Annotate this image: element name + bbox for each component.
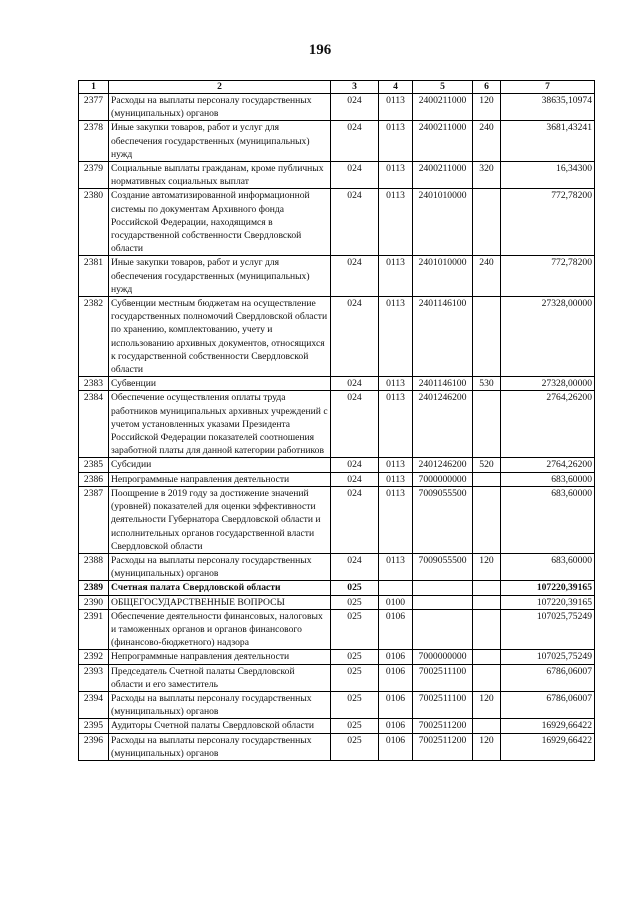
row-amount: 683,60000 xyxy=(501,553,595,580)
row-number: 2393 xyxy=(79,664,109,691)
row-number: 2388 xyxy=(79,553,109,580)
row-amount: 16929,66422 xyxy=(501,733,595,760)
row-code-target: 2401146100 xyxy=(413,377,473,391)
row-code-target: 2400211000 xyxy=(413,162,473,189)
row-code-section: 0106 xyxy=(379,664,413,691)
row-code-expense-type xyxy=(473,391,501,458)
row-amount: 2764,26200 xyxy=(501,391,595,458)
row-code-ministry: 025 xyxy=(331,650,379,664)
row-amount: 107025,75249 xyxy=(501,609,595,650)
row-code-expense-type xyxy=(473,650,501,664)
row-code-ministry: 024 xyxy=(331,553,379,580)
row-code-section: 0113 xyxy=(379,391,413,458)
row-number: 2387 xyxy=(79,486,109,553)
row-amount: 683,60000 xyxy=(501,472,595,486)
row-code-section: 0100 xyxy=(379,595,413,609)
row-name: Непрограммные направления деятельности xyxy=(109,472,331,486)
row-amount: 27328,00000 xyxy=(501,377,595,391)
row-number: 2392 xyxy=(79,650,109,664)
row-amount: 107025,75249 xyxy=(501,650,595,664)
row-code-ministry: 024 xyxy=(331,472,379,486)
table-row xyxy=(79,391,595,458)
row-number: 2390 xyxy=(79,595,109,609)
row-name: Субсидии xyxy=(109,458,331,472)
table-row xyxy=(79,121,595,162)
row-code-expense-type xyxy=(473,297,501,377)
row-name: Обеспечение деятельности финансовых, налоговых и таможенных органов и органов финансового (финансово-бюджетного) надзора xyxy=(109,609,331,650)
table-row xyxy=(79,486,595,553)
budget-table xyxy=(78,80,595,761)
row-name: Расходы на выплаты персоналу государственных (муниципальных) органов xyxy=(109,733,331,760)
row-code-expense-type xyxy=(473,609,501,650)
row-code-target xyxy=(413,581,473,595)
row-code-expense-type xyxy=(473,189,501,256)
table-row xyxy=(79,581,595,595)
row-amount: 107220,39165 xyxy=(501,581,595,595)
row-code-section: 0106 xyxy=(379,733,413,760)
row-code-ministry: 024 xyxy=(331,162,379,189)
row-code-target: 7002511200 xyxy=(413,719,473,733)
row-code-ministry: 025 xyxy=(331,609,379,650)
row-code-target: 2401246200 xyxy=(413,391,473,458)
row-code-expense-type: 530 xyxy=(473,377,501,391)
row-number: 2394 xyxy=(79,691,109,718)
row-code-target xyxy=(413,595,473,609)
row-code-ministry: 024 xyxy=(331,256,379,297)
row-amount: 16,34300 xyxy=(501,162,595,189)
row-code-section: 0113 xyxy=(379,121,413,162)
row-name: Обеспечение осуществления оплаты труда работников муниципальных архивных учреждений с учетом установленных указами Президента Российской Федерации показателей соотношения заработной платы для данной категории работников xyxy=(109,391,331,458)
row-number: 2380 xyxy=(79,189,109,256)
row-code-expense-type: 320 xyxy=(473,162,501,189)
header-cell: 4 xyxy=(379,81,413,94)
row-name: Иные закупки товаров, работ и услуг для обеспечения государственных (муниципальных) нужд xyxy=(109,256,331,297)
row-number: 2383 xyxy=(79,377,109,391)
row-code-expense-type xyxy=(473,581,501,595)
row-name: ОБЩЕГОСУДАРСТВЕННЫЕ ВОПРОСЫ xyxy=(109,595,331,609)
row-code-target: 7002511200 xyxy=(413,733,473,760)
row-amount: 772,78200 xyxy=(501,189,595,256)
table-row xyxy=(79,595,595,609)
row-number: 2382 xyxy=(79,297,109,377)
row-code-target: 2401146100 xyxy=(413,297,473,377)
row-code-ministry: 024 xyxy=(331,391,379,458)
row-code-ministry: 024 xyxy=(331,94,379,121)
table-row xyxy=(79,733,595,760)
table-row xyxy=(79,609,595,650)
row-code-expense-type: 120 xyxy=(473,553,501,580)
row-name: Аудиторы Счетной палаты Свердловской области xyxy=(109,719,331,733)
header-cell: 3 xyxy=(331,81,379,94)
table-row xyxy=(79,691,595,718)
row-name: Непрограммные направления деятельности xyxy=(109,650,331,664)
table-row xyxy=(79,162,595,189)
row-code-target: 2401010000 xyxy=(413,256,473,297)
table-body xyxy=(79,94,595,761)
row-name: Расходы на выплаты персоналу государственных (муниципальных) органов xyxy=(109,94,331,121)
row-code-expense-type xyxy=(473,595,501,609)
row-code-expense-type: 240 xyxy=(473,121,501,162)
row-code-section: 0113 xyxy=(379,472,413,486)
row-code-target: 7009055500 xyxy=(413,553,473,580)
row-name: Расходы на выплаты персоналу государственных (муниципальных) органов xyxy=(109,691,331,718)
row-code-expense-type: 120 xyxy=(473,94,501,121)
row-name: Субвенции xyxy=(109,377,331,391)
row-amount: 6786,06007 xyxy=(501,691,595,718)
table-row xyxy=(79,297,595,377)
table-row xyxy=(79,553,595,580)
row-name: Субвенции местным бюджетам на осуществление государственных полномочий Свердловской области по хранению, комплектованию, учету и использованию архивных документов, относящихся к государственной собственности Свердловской области xyxy=(109,297,331,377)
row-amount: 38635,10974 xyxy=(501,94,595,121)
row-code-section: 0113 xyxy=(379,162,413,189)
row-amount: 6786,06007 xyxy=(501,664,595,691)
table-row xyxy=(79,650,595,664)
row-code-target: 2401010000 xyxy=(413,189,473,256)
row-name: Социальные выплаты гражданам, кроме публичных нормативных социальных выплат xyxy=(109,162,331,189)
row-name: Иные закупки товаров, работ и услуг для обеспечения государственных (муниципальных) нужд xyxy=(109,121,331,162)
row-code-target: 7000000000 xyxy=(413,472,473,486)
header-cell: 1 xyxy=(79,81,109,94)
table-row xyxy=(79,256,595,297)
row-code-section: 0113 xyxy=(379,458,413,472)
header-cell: 5 xyxy=(413,81,473,94)
row-code-ministry: 025 xyxy=(331,691,379,718)
row-code-target: 2401246200 xyxy=(413,458,473,472)
row-code-ministry: 024 xyxy=(331,297,379,377)
row-number: 2379 xyxy=(79,162,109,189)
row-code-expense-type: 240 xyxy=(473,256,501,297)
row-amount: 16929,66422 xyxy=(501,719,595,733)
row-amount: 107220,39165 xyxy=(501,595,595,609)
row-code-ministry: 024 xyxy=(331,189,379,256)
table-row xyxy=(79,94,595,121)
row-name: Председатель Счетной палаты Свердловской области и его заместитель xyxy=(109,664,331,691)
row-code-ministry: 024 xyxy=(331,486,379,553)
row-code-section: 0106 xyxy=(379,609,413,650)
row-code-section: 0113 xyxy=(379,94,413,121)
row-code-section: 0113 xyxy=(379,377,413,391)
row-code-section: 0113 xyxy=(379,297,413,377)
row-code-section: 0113 xyxy=(379,553,413,580)
row-code-expense-type xyxy=(473,486,501,553)
row-code-expense-type xyxy=(473,472,501,486)
table-row xyxy=(79,472,595,486)
row-code-section xyxy=(379,581,413,595)
row-code-section: 0113 xyxy=(379,486,413,553)
row-number: 2377 xyxy=(79,94,109,121)
row-code-ministry: 024 xyxy=(331,458,379,472)
row-code-target: 7002511100 xyxy=(413,664,473,691)
row-code-expense-type xyxy=(473,664,501,691)
row-amount: 2764,26200 xyxy=(501,458,595,472)
row-code-target: 2400211000 xyxy=(413,94,473,121)
row-number: 2384 xyxy=(79,391,109,458)
row-number: 2395 xyxy=(79,719,109,733)
header-row xyxy=(79,81,595,94)
row-number: 2378 xyxy=(79,121,109,162)
row-name: Создание автоматизированной информационной системы по документам Архивного фонда Российской Федерации, находящимся в государственной собственности Свердловской области xyxy=(109,189,331,256)
header-cell: 7 xyxy=(501,81,595,94)
row-code-expense-type: 120 xyxy=(473,733,501,760)
row-name: Поощрение в 2019 году за достижение значений (уровней) показателей для оценки эффективности деятельности Губернатора Свердловской области и исполнительных органов государственной власти Свердловской области xyxy=(109,486,331,553)
table-row xyxy=(79,458,595,472)
row-code-target: 7000000000 xyxy=(413,650,473,664)
row-code-ministry: 025 xyxy=(331,664,379,691)
row-amount: 27328,00000 xyxy=(501,297,595,377)
row-code-expense-type: 520 xyxy=(473,458,501,472)
row-number: 2391 xyxy=(79,609,109,650)
row-code-ministry: 025 xyxy=(331,581,379,595)
row-code-section: 0106 xyxy=(379,691,413,718)
row-code-section: 0113 xyxy=(379,189,413,256)
header-cell: 6 xyxy=(473,81,501,94)
row-code-section: 0106 xyxy=(379,719,413,733)
row-code-target: 7009055500 xyxy=(413,486,473,553)
row-code-expense-type: 120 xyxy=(473,691,501,718)
row-amount: 3681,43241 xyxy=(501,121,595,162)
row-code-section: 0113 xyxy=(379,256,413,297)
row-number: 2389 xyxy=(79,581,109,595)
row-code-target: 7002511100 xyxy=(413,691,473,718)
row-code-section: 0106 xyxy=(379,650,413,664)
row-code-target xyxy=(413,609,473,650)
row-number: 2381 xyxy=(79,256,109,297)
row-code-ministry: 025 xyxy=(331,719,379,733)
row-number: 2385 xyxy=(79,458,109,472)
row-code-ministry: 024 xyxy=(331,121,379,162)
row-code-ministry: 025 xyxy=(331,733,379,760)
table-row xyxy=(79,377,595,391)
table-row xyxy=(79,189,595,256)
row-amount: 772,78200 xyxy=(501,256,595,297)
row-number: 2386 xyxy=(79,472,109,486)
row-amount: 683,60000 xyxy=(501,486,595,553)
table-row xyxy=(79,719,595,733)
table-row xyxy=(79,664,595,691)
row-code-expense-type xyxy=(473,719,501,733)
row-name: Счетная палата Свердловской области xyxy=(109,581,331,595)
row-code-ministry: 024 xyxy=(331,377,379,391)
header-cell: 2 xyxy=(109,81,331,94)
row-code-ministry: 025 xyxy=(331,595,379,609)
row-code-target: 2400211000 xyxy=(413,121,473,162)
page-number: 196 xyxy=(308,42,332,58)
row-number: 2396 xyxy=(79,733,109,760)
row-name: Расходы на выплаты персоналу государственных (муниципальных) органов xyxy=(109,553,331,580)
